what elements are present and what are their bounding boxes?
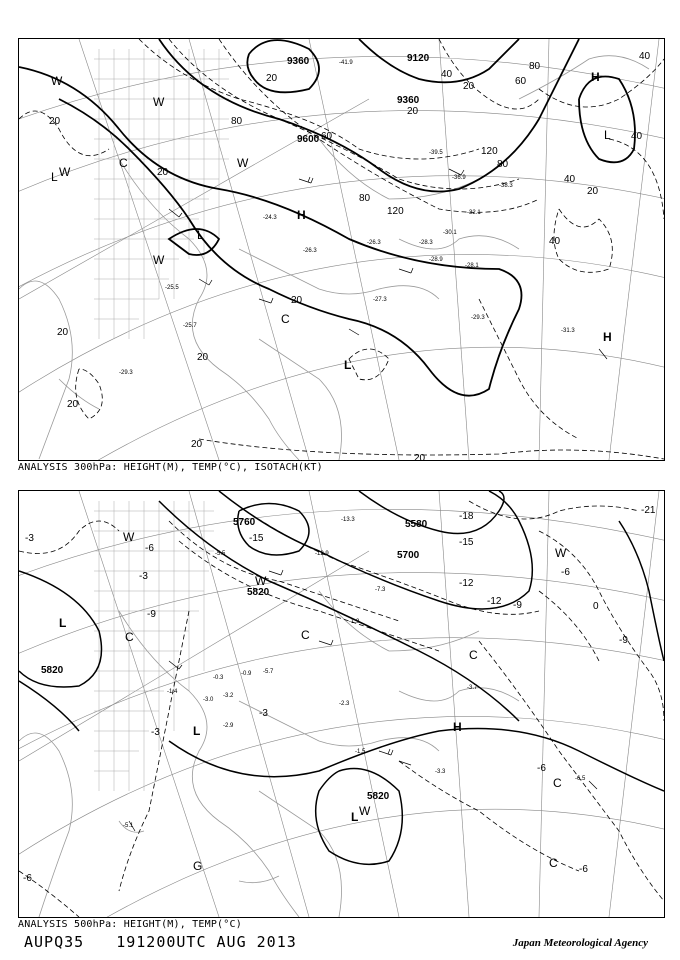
obs-label: -1.9 [349,619,360,625]
isotach-label: 20 [266,73,278,84]
pressure-centers [51,70,612,372]
center-marker: W [59,165,71,179]
map-panel-500hpa [18,490,665,918]
isotach-label: 80 [231,116,243,127]
height-label: 5820 [367,791,390,802]
isotherm-label: -12 [459,578,474,589]
center-marker: H [453,720,462,734]
center-marker: C [125,630,134,644]
temp-label: -39.5 [429,150,443,156]
temp-label: -27.3 [373,297,387,303]
temp-label: -25.5 [165,285,179,291]
isotherm-label: -12 [487,596,502,607]
obs-label: -5.1 [123,823,134,829]
temp-label: -28.3 [419,240,433,246]
temp-label: -28.1 [465,263,479,269]
product-footer [24,933,319,951]
isotach-label: 20 [157,167,169,178]
wind-barbs [169,169,607,359]
center-marker: L [344,358,352,372]
temp-label: -26.3 [303,248,317,254]
height-label: 5700 [397,550,420,561]
isotach-label: 20 [191,439,203,450]
center-marker: C [301,628,310,642]
center-marker: C [553,776,562,790]
center-marker: L [51,170,58,184]
height-label: 9360 [287,56,310,67]
isotherm-label: -3 [259,708,268,719]
isotherm-label: -6 [561,567,570,578]
isotach-label: 40 [441,69,453,80]
pressure-centers [59,530,567,873]
isotach-labels [49,51,651,460]
product-code: AUPQ35 [24,933,85,951]
center-marker: H [603,330,612,344]
isotherm-label: -15 [249,533,264,544]
isotherm-label: -6 [145,543,154,554]
temp-label: -36.9 [452,175,466,181]
isotach-label: 20 [587,186,599,197]
isotach-label: 60 [321,131,333,142]
center-marker: L [351,810,359,824]
height-label: 9360 [397,95,420,106]
isotherm-label: -9 [513,600,522,611]
caption-300hpa: ANALYSIS 300hPa: HEIGHT(M), TEMP(°C), ISOTACH(KT) [18,462,323,473]
center-marker: G [193,859,203,873]
temp-label: -26.3 [367,240,381,246]
center-marker: W [359,804,371,818]
center-marker: L [197,228,204,242]
coastlines [19,56,649,460]
center-marker: H [591,70,600,84]
isotach-contours [19,39,664,459]
isotach-label: 120 [387,206,404,217]
height-contours [19,491,664,864]
temp-label: -30.1 [443,230,457,236]
temp-label: -25.7 [183,323,197,329]
isotherm-label: -9 [147,609,156,620]
obs-label: -7.3 [375,587,386,593]
center-marker: C [119,156,128,170]
center-marker: L [604,128,611,142]
isotach-label: 20 [67,399,79,410]
isotherm-label: -3 [25,533,34,544]
obs-label: -1.4 [167,689,178,695]
height-contours [19,39,635,396]
center-marker: H [297,208,306,222]
hatched-region [94,49,229,339]
height-label: 5580 [405,519,428,530]
coastlines [19,591,519,917]
isotherm-label: -3 [139,571,148,582]
obs-label: -3.0 [203,697,214,703]
isotach-label: 40 [639,51,651,62]
obs-label: -2.9 [223,723,234,729]
isotach-label: 20 [49,116,61,127]
center-marker: C [281,312,290,326]
isotach-label: 80 [529,61,541,72]
isotach-label: 20 [291,295,303,306]
center-marker: W [123,530,135,544]
obs-label: -3.7 [467,685,478,691]
obs-label: -3.2 [223,693,234,699]
height-label: 5760 [233,517,256,528]
isotach-label: 40 [549,236,561,247]
obs-label: -3.3 [435,769,446,775]
isotach-label: 20 [197,352,209,363]
isotherm-label: -6 [537,763,546,774]
obs-label: -6.5 [575,776,586,782]
isotach-label: 40 [631,131,643,142]
obs-label: -0.9 [241,671,252,677]
temp-label: -31.3 [561,328,575,334]
obs-label: -1.5 [355,749,366,755]
temp-label: -24.3 [263,215,277,221]
center-marker: C [469,648,478,662]
obs-label: -0.3 [213,675,224,681]
height-label: 5820 [247,587,270,598]
analysis-datetime: 191200UTC AUG 2013 [116,933,297,951]
height-label: 9600 [297,134,320,145]
temp-label: -41.9 [339,60,353,66]
graticule [19,39,664,460]
isotach-label: 20 [414,453,426,460]
center-marker: W [153,253,165,267]
agency-credit: Japan Meteorological Agency [512,937,648,949]
isotach-label: 20 [407,106,419,117]
isotach-label: 120 [481,146,498,157]
obs-label: -2.3 [339,701,350,707]
isotherm-label: -9 [619,635,628,646]
center-marker: L [59,616,67,630]
height-label: 9120 [407,53,430,64]
isotach-label: 80 [359,193,371,204]
obs-label: -5.5 [215,551,226,557]
center-marker: C [549,856,558,870]
map-300hpa-canvas [19,39,664,460]
isotherm-labels [23,505,656,884]
height-label: 5820 [41,665,64,676]
obs-label: -13.3 [341,517,355,523]
isotach-label: 20 [57,327,69,338]
center-marker: W [237,156,249,170]
isotach-label: 60 [515,76,527,87]
map-panel-300hpa [18,38,665,461]
temp-label: -32.1 [467,210,481,216]
obs-label: -12.9 [315,551,329,557]
temp-label: -38.3 [499,183,513,189]
center-marker: W [51,74,63,88]
map-500hpa-canvas [19,491,664,917]
isotherm-label: -21 [641,505,656,516]
obs-label: -5.7 [263,669,274,675]
caption-500hpa: ANALYSIS 500hPa: HEIGHT(M), TEMP(°C) [18,919,242,930]
center-marker: W [555,546,567,560]
center-marker: L [193,724,201,738]
isotherm-label: -6 [579,864,588,875]
isotherm-label: 0 [593,601,599,612]
isotherm-label: -18 [459,511,474,522]
temp-label: -28.9 [429,257,443,263]
center-marker: W [153,95,165,109]
temp-label: -29.3 [471,315,485,321]
center-marker: W [255,574,267,588]
isotherm-label: -6 [23,873,32,884]
isotherm-label: -15 [459,537,474,548]
isotach-label: 80 [497,159,509,170]
wind-barbs [129,570,597,831]
temp-label: -29.3 [119,370,133,376]
isotherm-label: -3 [151,727,160,738]
isotach-label: 40 [564,174,576,185]
isotach-label: 20 [463,81,475,92]
